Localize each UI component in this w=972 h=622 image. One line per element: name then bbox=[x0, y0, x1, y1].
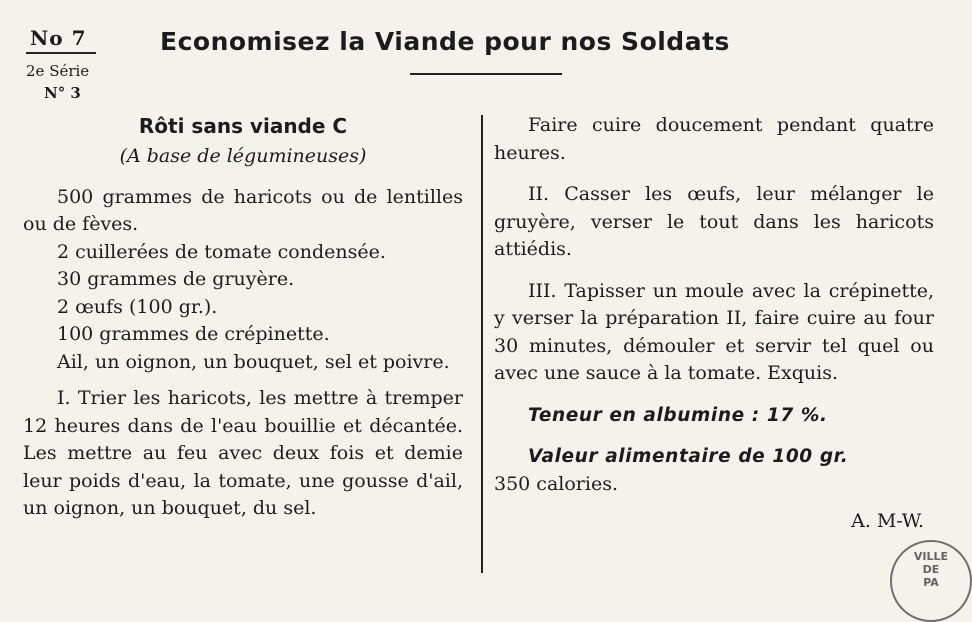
food-value-label: Valeur alimentaire de 100 gr. bbox=[528, 446, 849, 467]
stamp-line: VILLE bbox=[913, 550, 949, 563]
food-value-calories: 350 calories. bbox=[494, 472, 618, 495]
step-three: III. Tapisser un moule avec la crépinette, y verser la préparation II, faire cuire au four 30 minutes, démouler et servir tel quel ou avec une sauce à la tomate. Exquis. bbox=[494, 279, 934, 384]
page-title: Economisez la Viande pour nos Soldats bbox=[160, 27, 730, 56]
ingredient-item: 500 grammes de haricots ou de lentilles ou de fèves. bbox=[23, 185, 463, 235]
library-stamp bbox=[890, 540, 972, 622]
right-column bbox=[494, 112, 934, 536]
stamp-line: PA bbox=[923, 576, 939, 589]
ingredient-item: 100 grammes de crépinette. bbox=[57, 323, 330, 345]
left-column bbox=[23, 112, 463, 523]
card-number: No 7 bbox=[30, 26, 87, 50]
card-number-underline bbox=[26, 52, 96, 54]
ingredient-item: 2 cuillerées de tomate condensée. bbox=[57, 240, 386, 263]
step-one-continued: Faire cuire doucement pendant quatre heures. bbox=[494, 114, 934, 164]
ingredient-item: Ail, un oignon, un bouquet, sel et poivre. bbox=[57, 350, 450, 373]
author-signature: A. M-W. bbox=[851, 510, 924, 532]
albumin-content: Teneur en albumine : 17 %. bbox=[528, 404, 828, 426]
column-divider bbox=[481, 115, 483, 573]
stamp-line: DE bbox=[922, 563, 940, 576]
series-label: 2e Série bbox=[26, 62, 90, 80]
series-number: N° 3 bbox=[44, 84, 81, 102]
title-rule bbox=[410, 73, 562, 75]
recipe-title: Rôti sans viande C bbox=[138, 114, 348, 138]
ingredient-item: 2 œufs (100 gr.). bbox=[57, 295, 218, 318]
step-one: I. Trier les haricots, les mettre à tremper 12 heures dans de l'eau bouillie et décantée. Les mettre au feu avec deux fois et demie leur poids d'eau, la tomate, une gousse d'ail, un oignon, un bouquet, du sel. bbox=[23, 387, 463, 519]
recipe-subtitle: (A base de légumineuses) bbox=[119, 145, 367, 167]
ingredient-item: 30 grammes de gruyère. bbox=[57, 268, 295, 290]
step-two: II. Casser les œufs, leur mélanger le gruyère, verser le tout dans les haricots attiédis. bbox=[494, 183, 934, 260]
